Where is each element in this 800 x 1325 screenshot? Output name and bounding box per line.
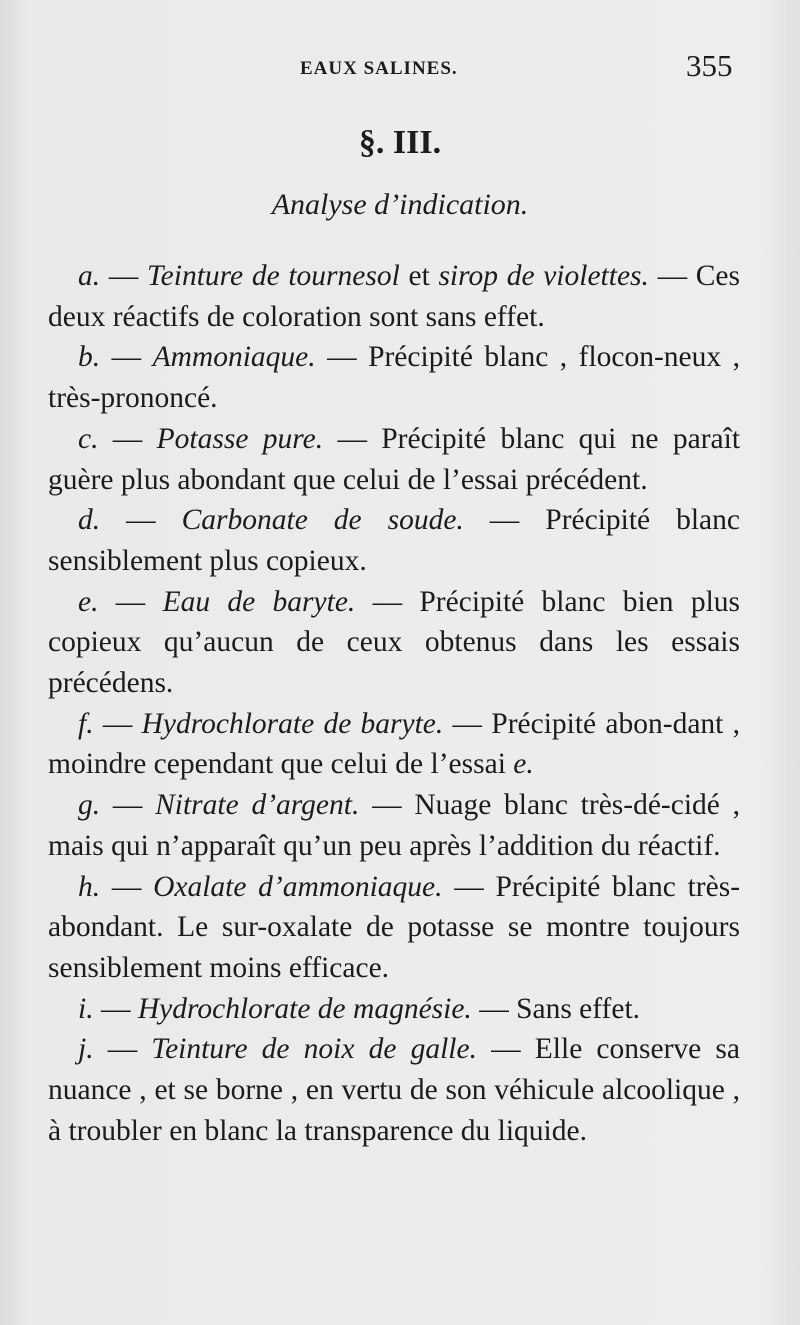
entry-e: e. — Eau de baryte. — Précipité blanc bien plus copieux qu’aucun de ceux obtenus dans les essais précédens. — [48, 585, 741, 700]
result-text: — Précipité blanc , flocon-neux , très-prononcé. — [48, 341, 740, 415]
reagent-name: Teinture de tournesol — [146, 260, 400, 292]
reagent-name: Ammoniaque. — [152, 341, 316, 374]
section-number: §. III. — [358, 124, 442, 161]
page-header — [0, 48, 800, 88]
entry-d: d. — Carbonate de soude. — Précipité blanc sensiblement plus copieux. — [48, 504, 740, 577]
page-number: 355 — [686, 48, 733, 83]
result-text: — Précipité blanc qui ne paraît guère plus abondant que celui de l’essai précédent. — [48, 422, 741, 496]
reagent-name: Eau de baryte. — [162, 585, 356, 618]
reagent-name: Carbonate de soude. — [181, 504, 464, 537]
entry-f: f. — Hydrochlorate de baryte. — Précipité abon-dant , moindre cependant que celui de l’essai e. — [48, 707, 740, 781]
result-text: — Elle conserve sa nuance , et se borne , en vertu de son véhicule alcoolique , à troubler en blanc la transparence du liquide. — [48, 1033, 740, 1147]
entry-g: g. — Nitrate d’argent. — Nuage blanc très-dé-cidé , mais qui n’apparaît qu’un peu après l’addition du réactif. — [48, 789, 741, 862]
section-title: Analyse d’indication. — [271, 188, 529, 221]
reference-letter: e. — [513, 748, 534, 781]
result-text: — Précipité blanc très-abondant. Le sur-oxalate de potasse se montre toujours sensiblement moins efficace. — [48, 870, 741, 984]
reagent-name: Potasse pure. — [156, 422, 324, 455]
reagent-name: Hydrochlorate de baryte. — [141, 707, 444, 740]
entry-b: b. — Ammoniaque. — Précipité blanc , flocon-neux , très-prononcé. — [48, 341, 740, 415]
reagent-name: Oxalate d’ammoniaque. — [153, 870, 443, 903]
result-text: — Précipité blanc sensiblement plus copieux. — [48, 504, 740, 577]
entry-h: h. — Oxalate d’ammoniaque. — Précipité blanc très-abondant. Le sur-oxalate de potasse se montre toujours sensiblement moins efficace. — [48, 870, 741, 984]
result-text: — Ces deux réactifs de coloration sont sans effet. — [48, 260, 740, 333]
running-title: EAUX SALINES. — [300, 58, 458, 79]
entry-i: i. — Hydrochlorate de magnésie. — Sans effet. — [78, 992, 641, 1025]
reagent-name: Hydrochlorate de magnésie. — [137, 992, 472, 1025]
analysis-list — [48, 256, 740, 1151]
result-text: — Précipité blanc bien plus copieux qu’aucun de ceux obtenus dans les essais précédens. — [48, 585, 741, 700]
entry-a: a. — Teinture de tournesol et sirop de violettes. — Ces deux réactifs de coloration sont sans effet. — [48, 260, 740, 333]
reagent-name-2: sirop de violettes. — [438, 260, 649, 292]
result-text: — Précipité abon-dant , moindre cependant que celui de l’essai — [48, 707, 740, 781]
entry-c: c. — Potasse pure. — Précipité blanc qui ne paraît guère plus abondant que celui de l’essai précédent. — [48, 422, 741, 496]
reagent-name: Teinture de noix de galle. — [151, 1033, 477, 1066]
result-text: — Nuage blanc très-dé-cidé , mais qui n’apparaît qu’un peu après l’addition du réactif. — [48, 789, 741, 862]
reagent-name: Nitrate d’argent. — [155, 789, 360, 822]
result-text: — Sans effet. — [471, 992, 641, 1025]
entry-j: j. — Teinture de noix de galle. — Elle conserve sa nuance , et se borne , en vertu de son véhicule alcoolique , à troubler en blanc la transparence du liquide. — [48, 1033, 740, 1147]
